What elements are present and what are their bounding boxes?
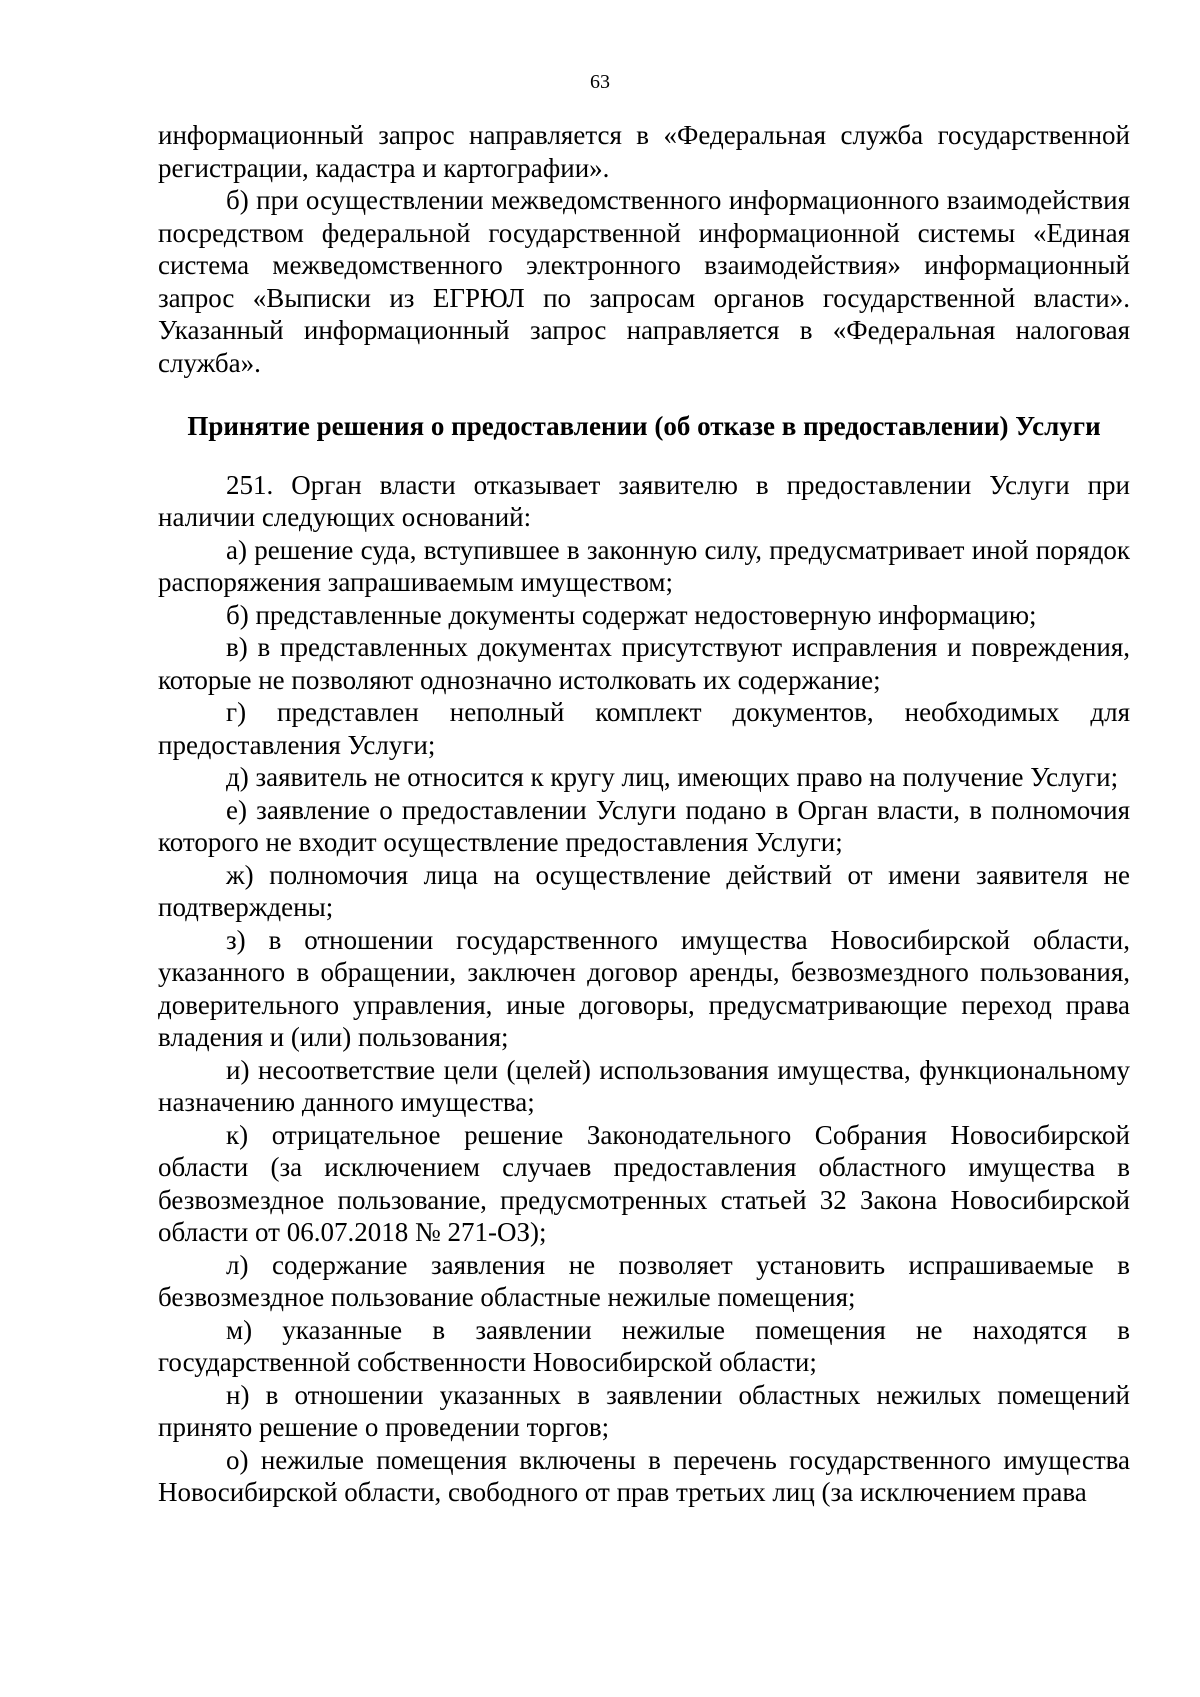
- list-item-a: а) решение суда, вступившее в законную силу, предусматривает иной порядок распоряжения запрашиваемым имуществом;: [158, 534, 1130, 597]
- list-item-b: б) представленные документы содержат недостоверную информацию;: [226, 599, 1037, 630]
- paragraph: информационный запрос направляется в «Федеральная служба государственной регистрации, кадастра и картографии».: [158, 120, 1130, 183]
- list-item-v: в) в представленных документах присутствуют исправления и повреждения, которые не позволяют однозначно истолковать их содержание;: [158, 632, 1130, 695]
- list-item-d: д) заявитель не относится к кругу лиц, имеющих право на получение Услуги;: [226, 762, 1119, 792]
- list-item-i: и) несоответствие цели (целей) использования имущества, функциональному назначению данного имущества;: [158, 1054, 1130, 1117]
- list-item-k: к) отрицательное решение Законодательного Собрания Новосибирской области (за исключением случаев предоставления областного имущества в безвозмездное пользование, предусмотренных статьей 32 Закона Новосибирской области от 06.07.2018 № 271-ОЗ);: [158, 1119, 1130, 1247]
- list-item-z: з) в отношении государственного имущества Новосибирской области, указанного в обращении, заключен договор аренды, безвозмездного пользования, доверительного управления, иные договоры, предусматривающие переход права владения и (или) пользования;: [158, 924, 1130, 1052]
- page-number: 63: [590, 71, 610, 93]
- paragraph-251: 251. Орган власти отказывает заявителю в предоставлении Услуги при наличии следующих оснований:: [158, 469, 1130, 532]
- list-item-m: м) указанные в заявлении нежилые помещения не находятся в государственной собственности Новосибирской области;: [158, 1314, 1130, 1377]
- list-item-n: н) в отношении указанных в заявлении областных нежилых помещений принято решение о проведении торгов;: [158, 1379, 1130, 1442]
- list-item-l: л) содержание заявления не позволяет установить испрашиваемые в безвозмездное пользование областные нежилые помещения;: [158, 1249, 1130, 1312]
- paragraph: б) при осуществлении межведомственного информационного взаимодействия посредством федеральной государственной информационной системы «Единая система межведомственного электронного взаимодействия» информационный запрос «Выписки из ЕГРЮЛ по запросам органов государственной власти». Указанный информационный запрос направляется в «Федеральная налоговая служба».: [158, 185, 1130, 378]
- list-item-g: г) представлен неполный комплект документов, необходимых для предоставления Услуги;: [158, 697, 1130, 760]
- section-heading: Принятие решения о предоставлении (об отказе в предоставлении) Услуги: [187, 411, 1101, 441]
- list-item-e: е) заявление о предоставлении Услуги подано в Орган власти, в полномочия которого не входит осуществление предоставления Услуги;: [158, 794, 1130, 857]
- list-item-o: о) нежилые помещения включены в перечень государственного имущества Новосибирской области, свободного от прав третьих лиц (за исключением права: [158, 1444, 1130, 1507]
- list-item-zh: ж) полномочия лица на осуществление действий от имени заявителя не подтверждены;: [158, 859, 1130, 922]
- document-body: [158, 119, 1130, 1509]
